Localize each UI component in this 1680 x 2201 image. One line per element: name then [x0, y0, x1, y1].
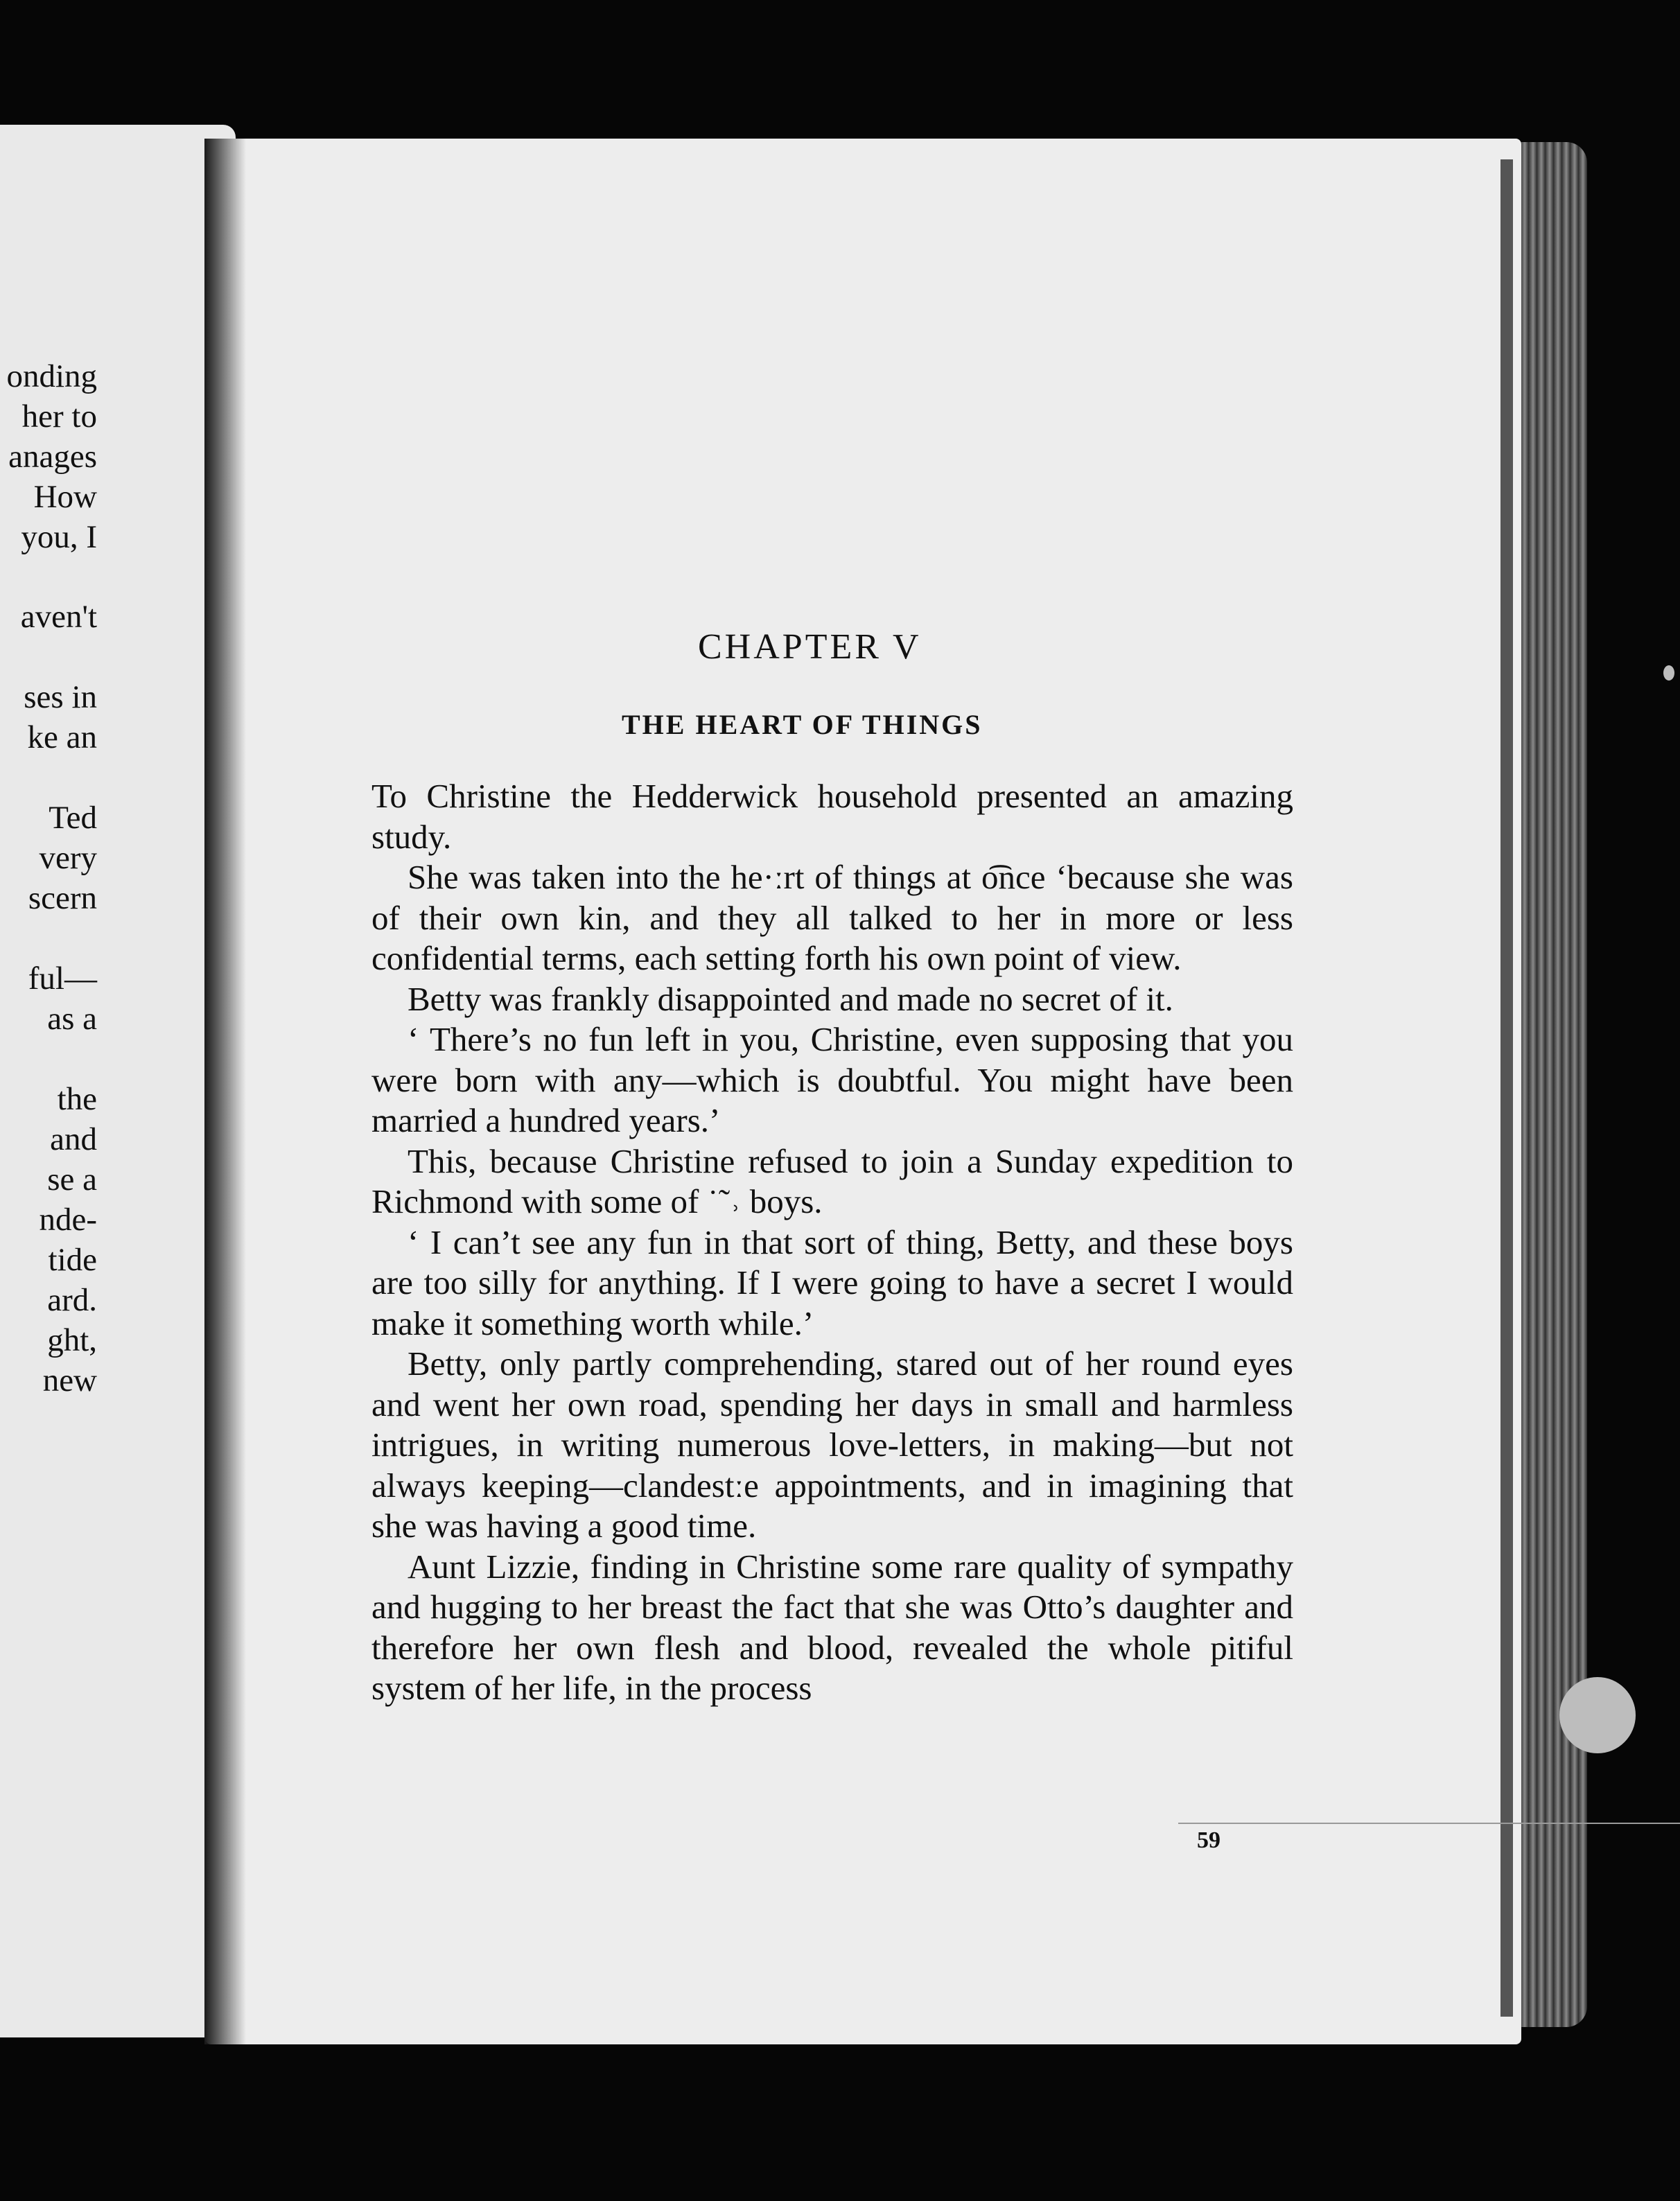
left-line: ke an: [27, 719, 97, 755]
paragraph: Aunt Lizzie, finding in Christine some rare quality of sympathy and hugging to her breast the fact that she was Otto’s daughter and therefore her own flesh and blood, revealed the whole pitiful system of her life, in the process: [371, 1547, 1293, 1707]
left-line: as a: [47, 1001, 97, 1037]
paragraph: Betty was frankly disappointed and made no secret of it.: [408, 979, 1173, 1018]
left-line: ses in: [24, 679, 97, 715]
scan-artifact-line: [1178, 1823, 1680, 1824]
left-line: aven't: [20, 599, 97, 635]
left-line: scern: [28, 880, 97, 916]
left-line: you, I: [21, 519, 97, 555]
left-page-fragment: [0, 125, 236, 2037]
left-line: onding: [6, 358, 97, 394]
gutter-shadow: [204, 139, 246, 2044]
left-line: new: [42, 1362, 97, 1398]
left-line: her to: [21, 398, 97, 435]
left-line: How: [33, 479, 97, 515]
paragraph: To Christine the Hedderwick household presented an amazing study.: [371, 777, 1293, 856]
chapter-title: CHAPTER V: [698, 627, 922, 667]
scan-speck: [1559, 1677, 1636, 1753]
left-line: tide: [48, 1242, 97, 1278]
left-line: nde-: [39, 1202, 97, 1238]
paragraph: ‘ There’s no fun left in you, Christine, even supposing that you were born with any—which is doubtful. You might have been married a hundred years.’: [371, 1020, 1293, 1139]
page-number: 59: [1197, 1827, 1220, 1853]
body-text: [371, 776, 1293, 1709]
left-line: ful—: [28, 961, 97, 997]
left-line: ght,: [47, 1322, 97, 1358]
paragraph: Betty, only partly comprehending, stared out of her round eyes and went her own road, spending her days in small and harmless intrigues, in writing numerous love-letters, in making—but not always keeping—clandestːe appointments, and in imagining that she was having a good time.: [371, 1344, 1293, 1545]
left-line: se a: [47, 1161, 97, 1198]
paragraph: She was taken into the he·ːrt of things at o͡nce ʻbecause she was of their own kin, and they all talked to her in more or less confidential terms, each setting forth his own point of view.: [371, 858, 1293, 977]
left-line: the: [57, 1081, 97, 1117]
scan-speck: [1663, 665, 1674, 681]
paragraph: This, because Christine refused to join a Sunday expedition to Richmond with some of ˙˜˒ boys.: [371, 1141, 1293, 1220]
paragraph: ‘ I can’t see any fun in that sort of thing, Betty, and these boys are too silly for anything. If I were going to have a secret I would make it something worth while.’: [371, 1222, 1293, 1342]
left-line: ard.: [47, 1282, 97, 1318]
chapter-subtitle: THE HEART OF THINGS: [622, 709, 983, 740]
left-line: Ted: [49, 800, 97, 836]
left-line: anages: [8, 439, 97, 475]
left-line: and: [50, 1121, 97, 1157]
left-line: very: [39, 840, 97, 876]
page-edge-line: [1500, 159, 1513, 2017]
